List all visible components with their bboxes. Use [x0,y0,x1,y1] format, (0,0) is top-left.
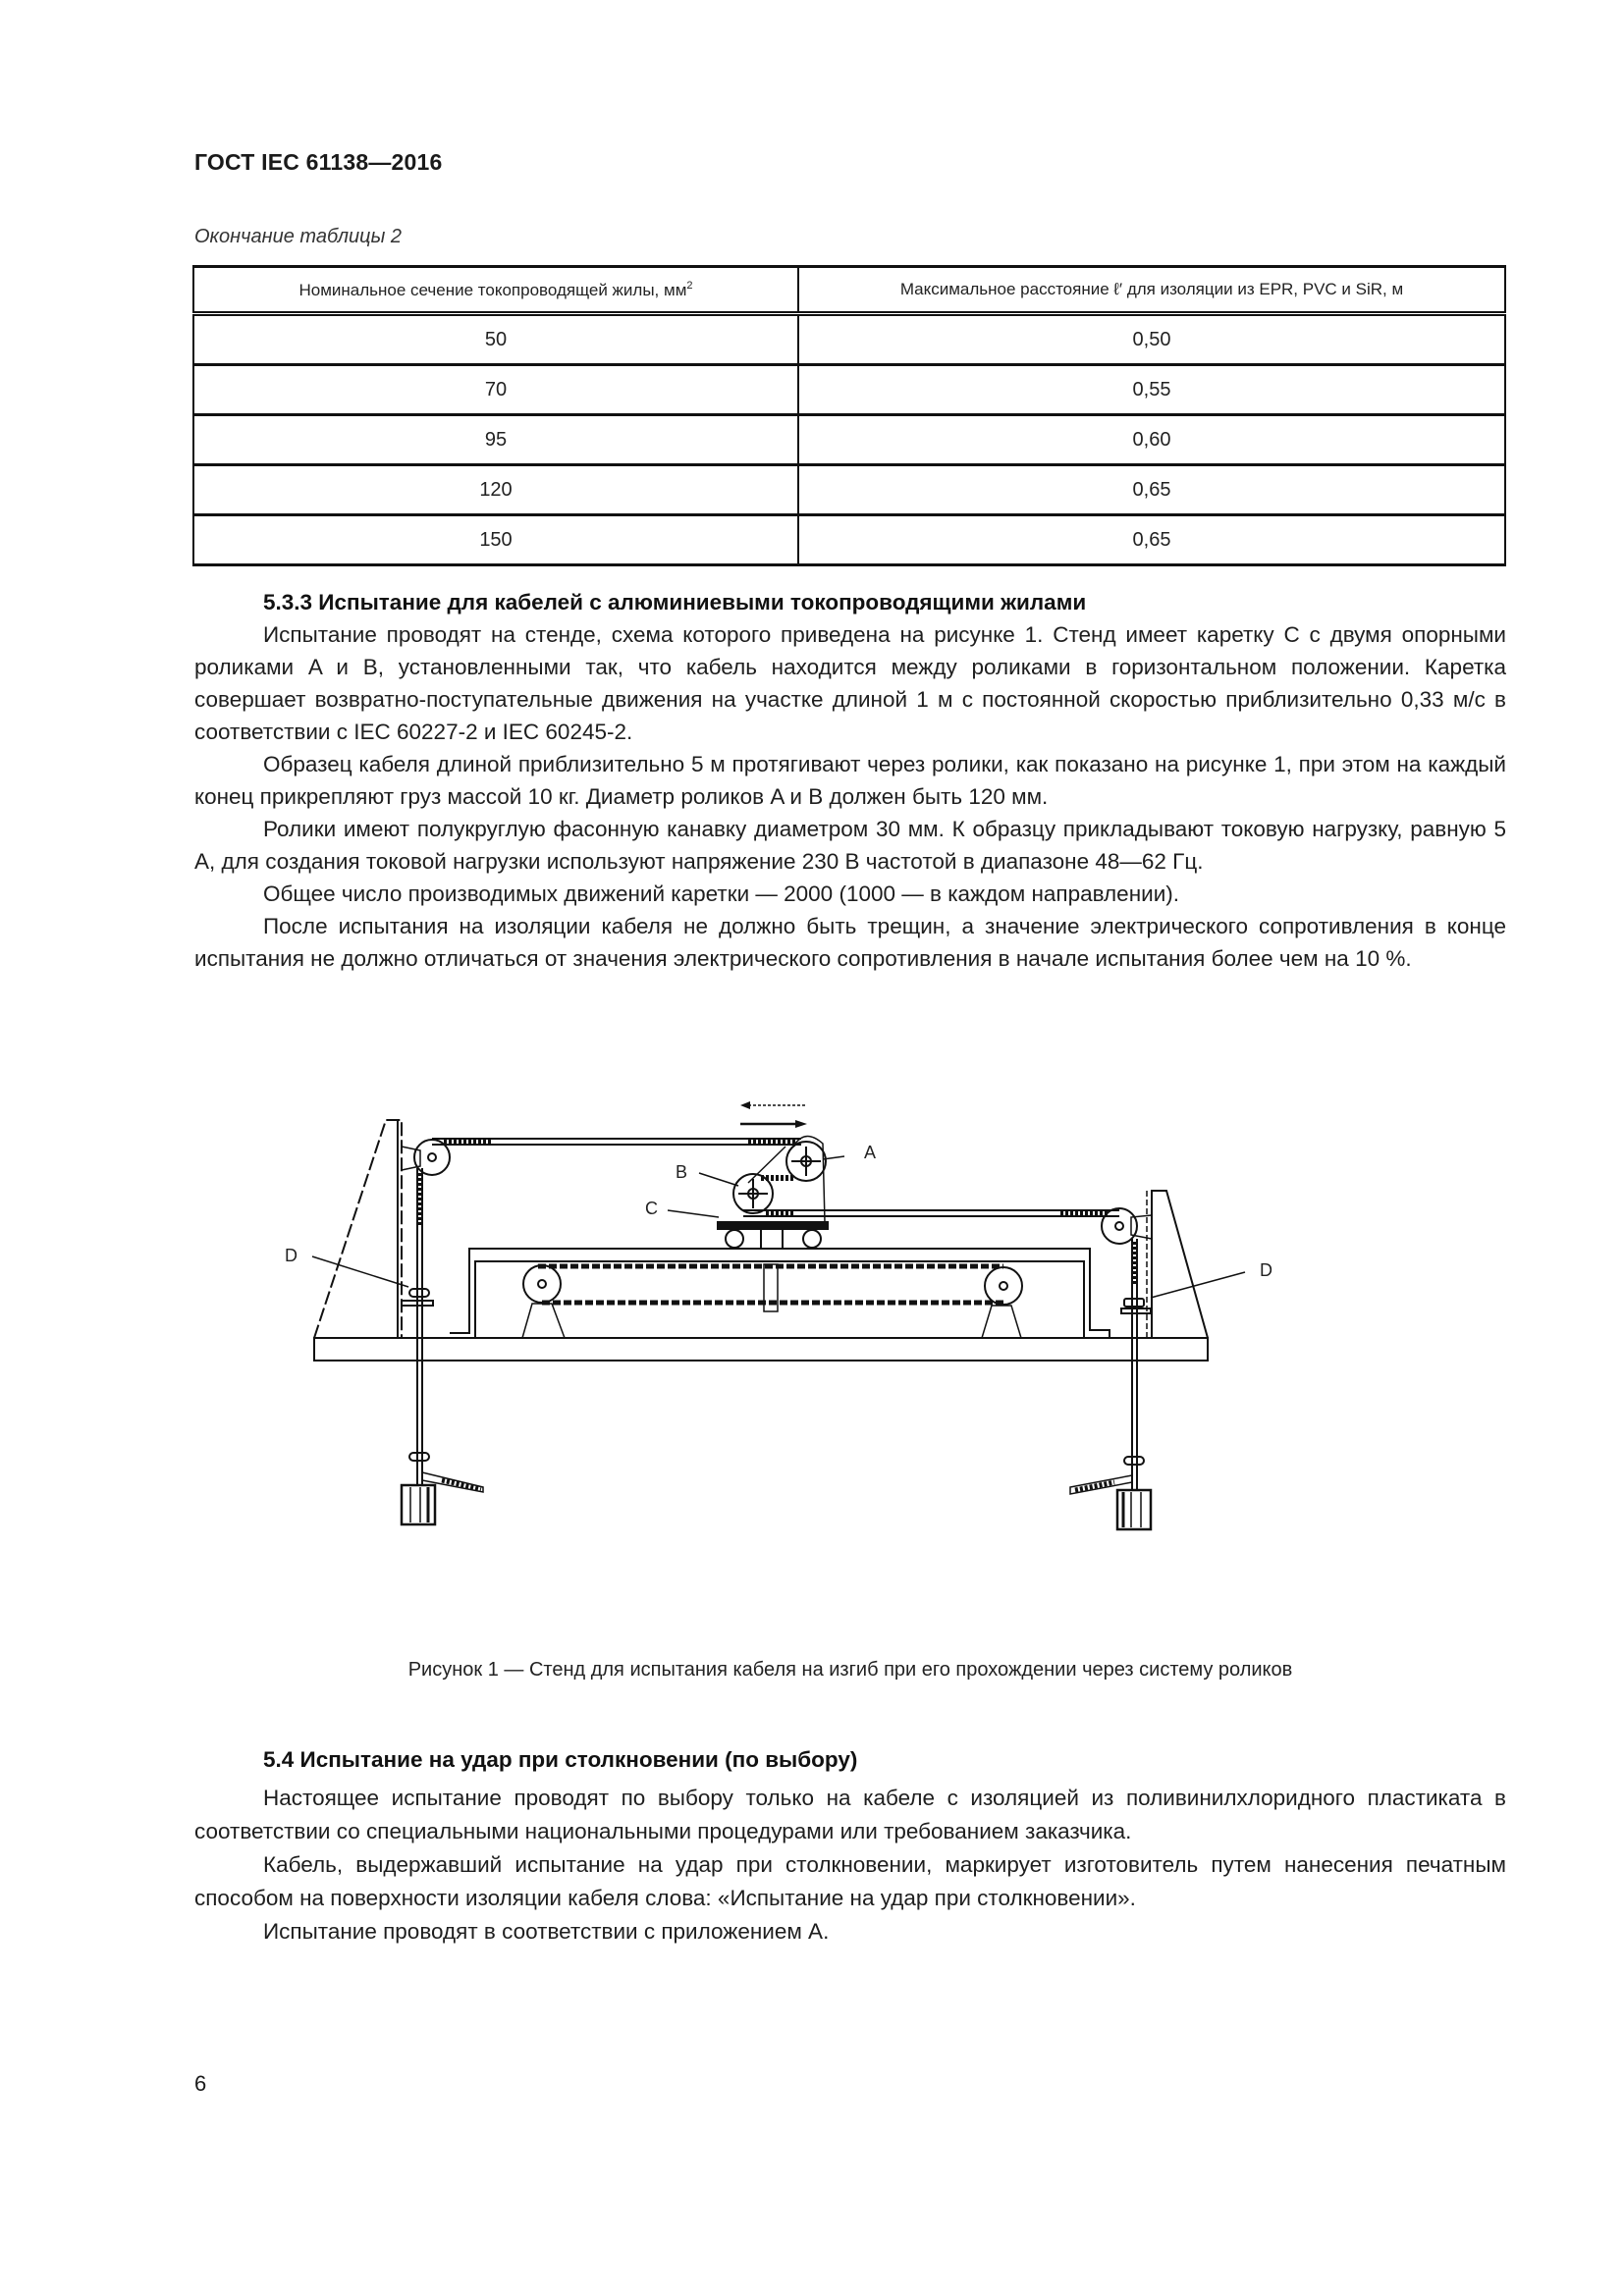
cell-cross-section: 120 [193,465,798,515]
label-d-left: D [285,1246,298,1265]
paragraph: Испытание проводят в соответствии с приложением А. [263,1919,830,1944]
cell-max-distance: 0,55 [798,365,1505,415]
paragraph: Кабель, выдержавший испытание на удар при столкновении, маркирует изготовитель путем нанесения печатным способом на поверхности изоляции кабеля слова: «Испытание на удар при столкновении». [194,1852,1506,1910]
cell-cross-section: 95 [193,415,798,465]
carriage-c [718,1222,828,1249]
paragraph: Испытание проводят на стенде, схема которого приведена на рисунке 1. Стенд имеет каретку C с двумя опорными роликами A и B, установленными так, что кабель находится между роликами в горизонтальном положении. Каретка совершает возвратно-поступательные движения на участке длиной 1 м с постоянной скоростью приблизительно 0,33 м/с в соответствии с IEC 60227-2 и IEC 60245-2. [194,622,1506,744]
section-heading: 5.3.3 Испытание для кабелей с алюминиевыми токопроводящими жилами [263,590,1087,614]
column-header-cross-section: Номинальное сечение токопроводящей жилы, $мм^2$ [193,267,798,314]
section-heading: 5.4 Испытание на удар при столкновении (по выбору) [263,1747,858,1772]
drive-chain [522,1264,1022,1338]
document-title: ГОСТ IEC 61138—2016 [194,149,443,175]
paragraph: Образец кабеля длиной приблизительно 5 м протягивают через ролики, как показано на рисунке 1, при этом на каждый конец прикрепляют груз массой 10 кг. Диаметр роликов A и B должен быть 120 мм. [194,752,1506,809]
test-cable [417,1139,1137,1492]
section-5-4 [194,1782,1506,1949]
weight-left [402,1453,483,1524]
cell-cross-section: 70 [193,365,798,415]
cell-max-distance: 0,65 [798,465,1505,515]
pulley-right [1102,1208,1152,1244]
right-pillar [1147,1191,1208,1338]
paragraph: Ролики имеют полукруглую фасонную канавку диаметром 30 мм. К образцу прикладывают токовую нагрузку, равную 5 А, для создания токовой нагрузки используют напряжение 230 В частотой в диапазоне 48—62 Гц. [194,817,1506,874]
sprocket-left-icon [523,1265,561,1303]
base-plate [314,1338,1208,1361]
table-caption: Окончание таблицы 2 [194,226,403,247]
left-pillar [314,1120,402,1338]
figure-caption: Рисунок 1 — Стенд для испытания кабеля на изгиб при его прохождении через систему роликов [407,1659,1293,1681]
cell-max-distance: 0,60 [798,415,1505,465]
cell-max-distance: 0,65 [1132,528,1171,551]
cell-cross-section: 50 [193,314,798,365]
cell-max-distance: 0,50 [798,314,1505,365]
column-header-max-distance: Максимальное расстояние ℓ′ для изоляции из EPR, PVC и SiR, м [798,267,1505,314]
weight-right [1070,1457,1151,1529]
label-a: A [864,1143,877,1162]
sprocket-right-icon [985,1267,1022,1305]
paragraph: Общее число производимых движений каретки — 2000 (1000 — в каждом направлении). [263,881,1180,906]
motion-arrows-icon [740,1101,807,1128]
carriage-track-frame [450,1249,1110,1338]
paragraph: Настоящее испытание проводят по выбору только на кабеле с изоляцией из поливинилхлоридного пластиката в соответствии со специальными национальными процедурами или требованием заказчика. [194,1786,1506,1843]
page-number: 6 [194,2071,207,2096]
section-5-4-heading-block [194,1743,1506,1776]
label-d-right: D [1260,1260,1272,1280]
label-b: B [676,1162,688,1182]
paragraph: После испытания на изоляции кабеля не должно быть трещин, а значение электрического сопротивления в конце испытания не должно отличаться от значения электрического сопротивления в начале испытания более чем на 10 %. [194,914,1506,971]
label-c: C [645,1199,658,1218]
cell-cross-section: 150 [193,515,798,565]
